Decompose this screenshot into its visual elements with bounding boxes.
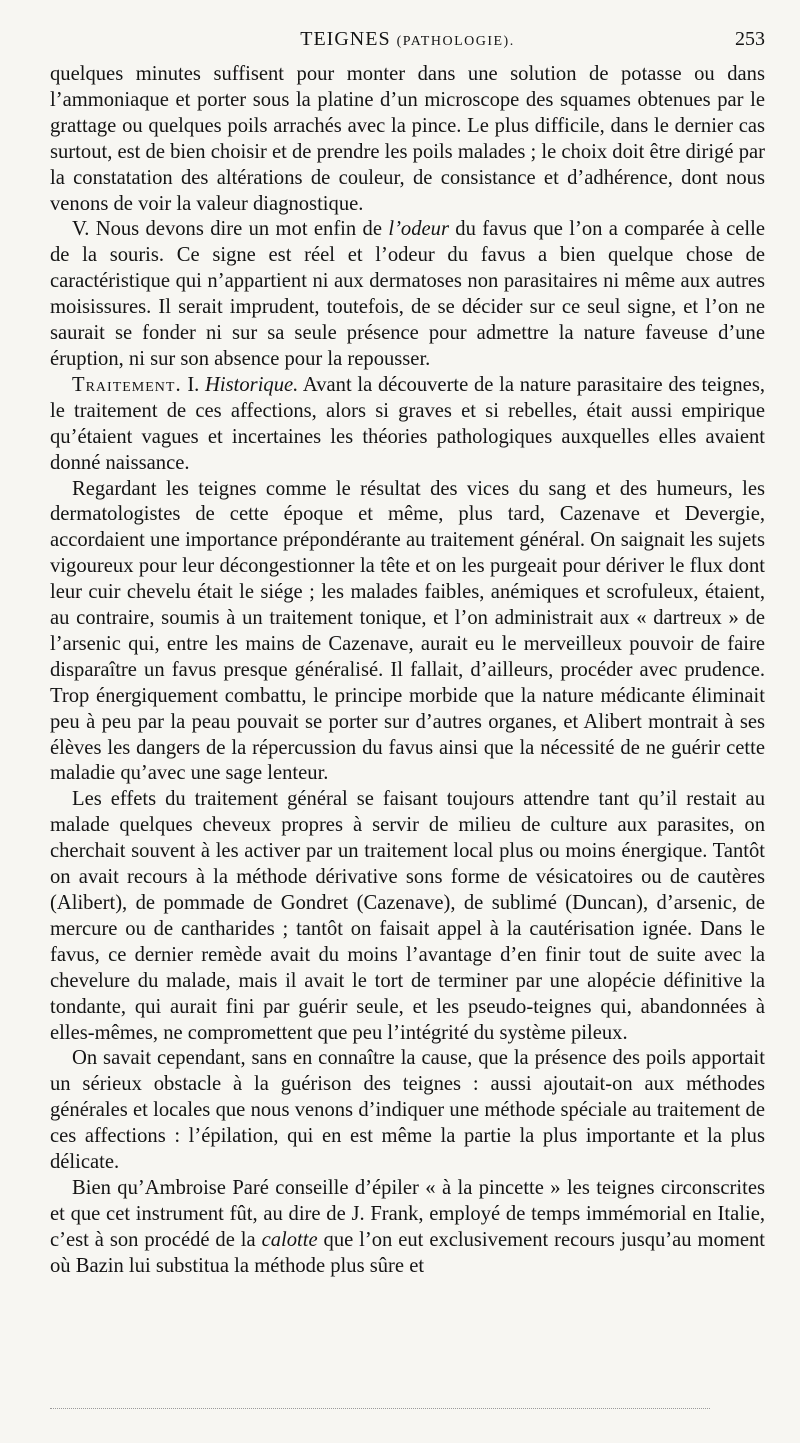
paragraph-5: Les effets du traitement général se faisant toujours attendre tant qu’il restait au malade quelques cheveux propres à servir de milieu de culture aux parasites, on cherchait souvent à les activer par un traitement local plus ou moins énergique. Tantôt on avait recours à la méthode dérivative sons forme de vésicatoires ou de cautères (Alibert), de pommade de Gondret (Cazenave), de sublimé (Duncan), d’arsenic, de mercure ou de cantharides ; tantôt on faisait appel à la cautérisation ignée. Dans le favus, ce dernier remède avait du moins l’avantage d’en finir tout de suite avec la chevelure du malade, mais il avait le tort de terminer par une alopécie définitive la tondante, qui aurait fini par guérir seule, et les pseudo-teignes qui, abandonnées à elles-mêmes, ne compromettent que peu l’intégrité du système pileux.: [50, 788, 765, 1044]
paragraph-2-end: du favus que l’on a comparée à celle de la souris. Ce signe est réel et l’odeur du favus a bien quelque chose de caractéristique qui n’appartient ni aux dermatoses non parasitaires ni même aux autres moisissures. Il serait imprudent, toutefois, de se décider sur ce seul signe, et l’on ne saurait se fonder ni sur sa seule présence pour admettre la nature faveuse d’une éruption, ni sur son absence pour la repousser.: [50, 218, 765, 370]
paragraph-1: quelques minutes suffisent pour monter dans une solution de potasse ou dans l’ammoniaque et porter sous la platine d’un microscope des squames obtenues par le grattage ou quelques poils arrachés avec la pince. Le plus difficile, dans le dernier cas surtout, est de bien choisir et de prendre les poils malades ; le choix doit être dirigé par la constatation des altérations de couleur, de consistance et d’adhérence, dont nous venons de voir la valeur diagnostique.: [50, 63, 765, 215]
paragraph-7-end: que l’on eut exclusivement recours jusqu’au moment où Bazin lui substitua la méthode plus sûre et: [50, 1228, 766, 1277]
footer-divider: [50, 1408, 710, 1409]
running-title-subtitle: (PATHOLOGIE).: [396, 34, 515, 49]
page-body: [50, 62, 765, 1280]
paragraph-2: [50, 217, 765, 372]
page-number: 253: [735, 28, 765, 50]
paragraph-7-emphasis: calotte: [261, 1228, 318, 1251]
paragraph-3: [50, 373, 765, 477]
running-title: [50, 28, 765, 51]
paragraph-7-start: Bien qu’Ambroise Paré conseille d’épiler « à la pincette » les teignes circonscrites et que cet instrument fût, au dire de J. Frank, employé de temps immémorial en Italie, c’est à son procédé de la: [50, 1176, 765, 1251]
paragraph-3-heading: Historique.: [205, 373, 299, 396]
paragraph-6: On savait cependant, sans en connaître la cause, que la présence des poils apportait un sérieux obstacle à la guérison des teignes : aussi ajoutait-on aux méthodes générales et locales que nous venons d’indiquer une méthode spéciale au traitement de ces affections : l’épilation, qui en est même la partie la plus importante et la plus délicate.: [50, 1047, 765, 1174]
paragraph-2-start: V. Nous devons dire un mot enfin de: [72, 218, 389, 241]
paragraph-7: [50, 1176, 765, 1280]
paragraph-4: Regardant les teignes comme le résultat des vices du sang et des humeurs, les dermatologistes de cette époque et même, plus tard, Cazenave et Devergie, accordaient une importance prépondérante au traitement général. On saignait les sujets vigoureux pour leur décongestionner la tête et on les purgeait pour dériver le flux dont leur cuir chevelu était le siége ; les malades faibles, anémiques et scrofuleux, étaient, au contraire, soumis à un traitement tonique, et l’on administrait aux « dartreux » de l’arsenic qui, entre les mains de Cazenave, aurait eu le merveilleux pouvoir de faire disparaître un favus presque généralisé. Il fallait, d’ailleurs, procéder avec prudence. Trop énergiquement combattu, le principe morbide que la nature médicante éliminait peu à peu par la peau pouvait se porter sur d’autres organes, et Alibert montrait à ses élèves les dangers de la répercussion du favus ainsi que la nécessité de ne guérir cette maladie qu’avec une sage lenteur.: [50, 477, 765, 785]
paragraph-2-emphasis: l’odeur: [388, 218, 449, 241]
section-lead-traitement: Traitement.: [72, 373, 182, 396]
book-page: [50, 28, 765, 1280]
running-header: [50, 28, 765, 62]
paragraph-3-numeral: I.: [181, 373, 206, 396]
paragraph-3-text: Avant la découverte de la nature parasitaire des teignes, le traitement de ces affections, alors si graves et si rebelles, était aussi empirique qu’étaient vagues et incertaines les théories pathologiques auxquelles elles avaient donné naissance.: [50, 373, 765, 474]
running-title-main: TEIGNES: [300, 28, 391, 50]
